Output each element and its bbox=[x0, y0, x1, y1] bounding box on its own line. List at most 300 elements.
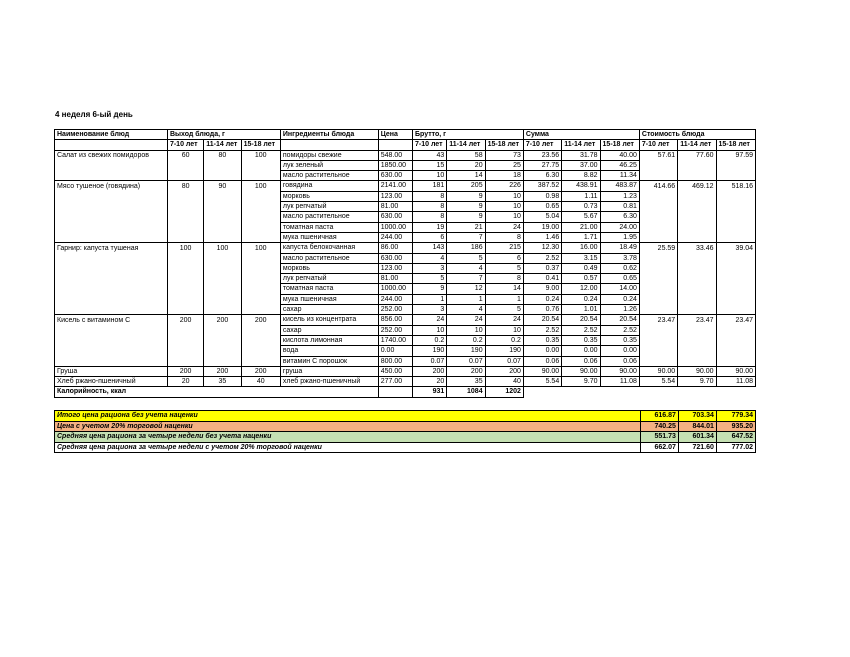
table-row bbox=[55, 294, 756, 304]
brutto-value: 40 bbox=[485, 377, 523, 387]
cost-value: 469.12 bbox=[678, 181, 716, 191]
col-ingredients-header: Ингредиенты блюда bbox=[280, 130, 378, 140]
sum-value: 0.00 bbox=[523, 346, 561, 356]
ingredient-name: груша bbox=[280, 366, 378, 376]
cost-value: 90.00 bbox=[639, 366, 677, 376]
cost-value bbox=[678, 263, 716, 273]
brutto-value: 1 bbox=[447, 294, 485, 304]
brutto-value: 181 bbox=[413, 181, 447, 191]
yield-value bbox=[241, 202, 280, 212]
sum-value: 12.00 bbox=[562, 284, 600, 294]
brutto-value: 6 bbox=[485, 253, 523, 263]
brutto-value: 6 bbox=[413, 232, 447, 242]
ingredient-name: сахар bbox=[280, 305, 378, 315]
brutto-value: 24 bbox=[485, 222, 523, 232]
brutto-value: 10 bbox=[413, 171, 447, 181]
table-row bbox=[55, 212, 756, 222]
summary-value: 777.02 bbox=[716, 442, 755, 453]
cost-value bbox=[639, 325, 677, 335]
table-row bbox=[55, 191, 756, 201]
dish-name: Груша bbox=[55, 366, 168, 376]
yield-value: 90 bbox=[204, 181, 241, 191]
price-value: 0.00 bbox=[378, 346, 412, 356]
cost-value bbox=[639, 253, 677, 263]
sum-value: 0.49 bbox=[562, 263, 600, 273]
cost-value bbox=[716, 263, 755, 273]
sum-value: 0.65 bbox=[523, 202, 561, 212]
price-value: 548.00 bbox=[378, 150, 412, 160]
header-row bbox=[55, 130, 756, 140]
dish-name bbox=[55, 335, 168, 345]
brutto-value: 3 bbox=[413, 305, 447, 315]
ingredient-name: масло растительное bbox=[280, 171, 378, 181]
dish-name bbox=[55, 274, 168, 284]
sum-value: 0.35 bbox=[523, 335, 561, 345]
calories-value: 1084 bbox=[447, 387, 485, 397]
col-sum-header: Сумма bbox=[523, 130, 639, 140]
sum-value: 483.87 bbox=[600, 181, 639, 191]
ingredient-name: морковь bbox=[280, 191, 378, 201]
calories-value: 931 bbox=[413, 387, 447, 397]
brutto-value: 8 bbox=[413, 191, 447, 201]
ingredient-name: кислота лимонная bbox=[280, 335, 378, 345]
summary-row bbox=[55, 411, 756, 422]
ingredient-name: морковь bbox=[280, 263, 378, 273]
yield-value bbox=[167, 284, 203, 294]
age-header: 11-14 лет bbox=[447, 140, 485, 150]
sum-value: 1.71 bbox=[562, 232, 600, 242]
yield-value bbox=[167, 294, 203, 304]
summary-row bbox=[55, 421, 756, 432]
brutto-value: 5 bbox=[447, 253, 485, 263]
yield-value bbox=[204, 325, 241, 335]
yield-value bbox=[167, 356, 203, 366]
price-value: 630.00 bbox=[378, 171, 412, 181]
brutto-value: 20 bbox=[447, 160, 485, 170]
ingredient-name: масло растительное bbox=[280, 212, 378, 222]
ingredient-name: мука пшеничная bbox=[280, 294, 378, 304]
sum-value: 3.78 bbox=[600, 253, 639, 263]
ingredient-name: витамин С порошок bbox=[280, 356, 378, 366]
cost-value: 97.59 bbox=[716, 150, 755, 160]
brutto-value: 5 bbox=[413, 274, 447, 284]
price-value: 1000.00 bbox=[378, 222, 412, 232]
cost-value bbox=[716, 356, 755, 366]
empty-cell bbox=[378, 387, 412, 397]
age-header: 7-10 лет bbox=[523, 140, 561, 150]
cost-value bbox=[639, 160, 677, 170]
brutto-value: 10 bbox=[413, 325, 447, 335]
cost-value bbox=[678, 232, 716, 242]
yield-value bbox=[167, 212, 203, 222]
age-header: 15-18 лет bbox=[716, 140, 755, 150]
yield-value bbox=[204, 346, 241, 356]
table-row bbox=[55, 160, 756, 170]
yield-value: 200 bbox=[204, 366, 241, 376]
sum-value: 0.37 bbox=[523, 263, 561, 273]
yield-value bbox=[241, 222, 280, 232]
yield-value: 200 bbox=[167, 315, 203, 325]
sum-value: 0.65 bbox=[600, 274, 639, 284]
sum-value: 0.00 bbox=[562, 346, 600, 356]
sum-value: 2.52 bbox=[523, 253, 561, 263]
age-header-row bbox=[55, 140, 756, 150]
cost-value: 5.54 bbox=[639, 377, 677, 387]
yield-value: 40 bbox=[241, 377, 280, 387]
empty-cell bbox=[378, 140, 412, 150]
dish-name: Кисель с витамином С bbox=[55, 315, 168, 325]
cost-value bbox=[678, 294, 716, 304]
cost-value bbox=[678, 222, 716, 232]
brutto-value: 4 bbox=[447, 263, 485, 273]
cost-value: 25.59 bbox=[639, 243, 677, 253]
brutto-value: 35 bbox=[447, 377, 485, 387]
yield-value: 200 bbox=[241, 366, 280, 376]
brutto-value: 205 bbox=[447, 181, 485, 191]
yield-value bbox=[204, 191, 241, 201]
table-row bbox=[55, 366, 756, 376]
price-value: 81.00 bbox=[378, 202, 412, 212]
cost-value bbox=[716, 284, 755, 294]
yield-value: 100 bbox=[241, 243, 280, 253]
cost-value bbox=[678, 346, 716, 356]
summary-label: Средняя цена рациона за четыре недели без учета наценки bbox=[55, 432, 641, 443]
cost-value bbox=[639, 222, 677, 232]
dish-name bbox=[55, 232, 168, 242]
table-row bbox=[55, 222, 756, 232]
brutto-value: 200 bbox=[447, 366, 485, 376]
yield-value bbox=[167, 202, 203, 212]
sum-value: 0.76 bbox=[523, 305, 561, 315]
dish-name bbox=[55, 305, 168, 315]
cost-value: 57.61 bbox=[639, 150, 677, 160]
cost-value bbox=[716, 325, 755, 335]
sum-value: 18.49 bbox=[600, 243, 639, 253]
yield-value bbox=[167, 325, 203, 335]
yield-value bbox=[204, 294, 241, 304]
summary-row bbox=[55, 432, 756, 443]
brutto-value: 1 bbox=[485, 294, 523, 304]
sum-value: 20.54 bbox=[600, 315, 639, 325]
cost-value bbox=[678, 202, 716, 212]
yield-value: 20 bbox=[167, 377, 203, 387]
summary-value: 616.87 bbox=[640, 411, 678, 422]
price-value: 630.00 bbox=[378, 212, 412, 222]
sum-value: 6.30 bbox=[523, 171, 561, 181]
sum-value: 438.91 bbox=[562, 181, 600, 191]
price-value: 1850.00 bbox=[378, 160, 412, 170]
dish-name bbox=[55, 346, 168, 356]
brutto-value: 3 bbox=[413, 263, 447, 273]
table-row bbox=[55, 356, 756, 366]
cost-value bbox=[678, 356, 716, 366]
brutto-value: 73 bbox=[485, 150, 523, 160]
summary-value: 662.07 bbox=[640, 442, 678, 453]
cost-value bbox=[716, 232, 755, 242]
brutto-value: 7 bbox=[447, 274, 485, 284]
price-value: 86.00 bbox=[378, 243, 412, 253]
yield-value bbox=[204, 274, 241, 284]
age-header: 7-10 лет bbox=[639, 140, 677, 150]
sum-value: 2.52 bbox=[600, 325, 639, 335]
cost-value bbox=[678, 274, 716, 284]
sum-value: 5.04 bbox=[523, 212, 561, 222]
yield-value bbox=[241, 305, 280, 315]
summary-value: 935.20 bbox=[716, 421, 755, 432]
yield-value bbox=[167, 335, 203, 345]
ingredient-name: помидоры свежие bbox=[280, 150, 378, 160]
brutto-value: 24 bbox=[485, 315, 523, 325]
yield-value bbox=[241, 294, 280, 304]
ingredient-name: кисель из концентрата bbox=[280, 315, 378, 325]
sum-value: 90.00 bbox=[523, 366, 561, 376]
dish-name bbox=[55, 191, 168, 201]
brutto-value: 14 bbox=[447, 171, 485, 181]
age-header: 15-18 лет bbox=[485, 140, 523, 150]
yield-value bbox=[241, 171, 280, 181]
brutto-value: 9 bbox=[447, 212, 485, 222]
dish-name bbox=[55, 202, 168, 212]
table-row bbox=[55, 325, 756, 335]
price-value: 277.00 bbox=[378, 377, 412, 387]
cost-value bbox=[639, 305, 677, 315]
cost-value bbox=[639, 263, 677, 273]
cost-value: 23.47 bbox=[678, 315, 716, 325]
sum-value: 31.78 bbox=[562, 150, 600, 160]
brutto-value: 226 bbox=[485, 181, 523, 191]
sum-value: 27.75 bbox=[523, 160, 561, 170]
summary-table bbox=[54, 410, 756, 453]
cost-value bbox=[639, 335, 677, 345]
summary-value: 601.34 bbox=[678, 432, 716, 443]
sum-value: 11.34 bbox=[600, 171, 639, 181]
age-header: 11-14 лет bbox=[678, 140, 716, 150]
dish-name bbox=[55, 212, 168, 222]
sum-value: 3.15 bbox=[562, 253, 600, 263]
brutto-value: 21 bbox=[447, 222, 485, 232]
sum-value: 6.30 bbox=[600, 212, 639, 222]
ingredient-name: томатная паста bbox=[280, 222, 378, 232]
sum-value: 0.57 bbox=[562, 274, 600, 284]
brutto-value: 190 bbox=[485, 346, 523, 356]
brutto-value: 200 bbox=[413, 366, 447, 376]
yield-value bbox=[204, 171, 241, 181]
yield-value: 200 bbox=[204, 315, 241, 325]
cost-value bbox=[639, 171, 677, 181]
cost-value bbox=[716, 191, 755, 201]
sum-value: 23.56 bbox=[523, 150, 561, 160]
col-cost-header: Стоимость блюда bbox=[639, 130, 755, 140]
sum-value: 9.00 bbox=[523, 284, 561, 294]
ingredient-name: лук зеленый bbox=[280, 160, 378, 170]
sum-value: 21.00 bbox=[562, 222, 600, 232]
yield-value bbox=[204, 160, 241, 170]
brutto-value: 1 bbox=[413, 294, 447, 304]
dish-name: Гарнир: капуста тушеная bbox=[55, 243, 168, 253]
cost-value bbox=[716, 346, 755, 356]
age-header: 15-18 лет bbox=[241, 140, 280, 150]
calories-value: 1202 bbox=[485, 387, 523, 397]
cost-value bbox=[716, 274, 755, 284]
age-header: 11-14 лет bbox=[204, 140, 241, 150]
brutto-value: 14 bbox=[485, 284, 523, 294]
yield-value bbox=[167, 171, 203, 181]
summary-value: 647.52 bbox=[716, 432, 755, 443]
cost-value bbox=[678, 191, 716, 201]
cost-value bbox=[639, 294, 677, 304]
brutto-value: 10 bbox=[485, 191, 523, 201]
brutto-value: 19 bbox=[413, 222, 447, 232]
sum-value: 5.54 bbox=[523, 377, 561, 387]
sum-value: 387.52 bbox=[523, 181, 561, 191]
sum-value: 1.01 bbox=[562, 305, 600, 315]
dish-name bbox=[55, 263, 168, 273]
price-value: 244.00 bbox=[378, 232, 412, 242]
ingredient-name: хлеб ржано-пшеничный bbox=[280, 377, 378, 387]
dish-name: Хлеб ржано-пшеничный bbox=[55, 377, 168, 387]
summary-value: 703.34 bbox=[678, 411, 716, 422]
summary-label: Средняя цена рациона за четыре недели с учетом 20% торговой наценки bbox=[55, 442, 641, 453]
cost-value bbox=[639, 232, 677, 242]
sum-value: 1.23 bbox=[600, 191, 639, 201]
price-value: 1000.00 bbox=[378, 284, 412, 294]
yield-value bbox=[241, 263, 280, 273]
summary-value: 721.60 bbox=[678, 442, 716, 453]
brutto-value: 8 bbox=[413, 202, 447, 212]
menu-table bbox=[54, 129, 756, 398]
cost-value: 11.08 bbox=[716, 377, 755, 387]
table-row bbox=[55, 335, 756, 345]
col-yield-header: Выход блюда, г bbox=[167, 130, 280, 140]
sum-value: 0.06 bbox=[600, 356, 639, 366]
yield-value bbox=[241, 325, 280, 335]
cost-value bbox=[678, 253, 716, 263]
table-row bbox=[55, 150, 756, 160]
ingredient-name: говядина bbox=[280, 181, 378, 191]
summary-label: Итого цена рациона без учета наценки bbox=[55, 411, 641, 422]
summary-value: 779.34 bbox=[716, 411, 755, 422]
price-value: 630.00 bbox=[378, 253, 412, 263]
cost-value bbox=[678, 325, 716, 335]
brutto-value: 0.07 bbox=[447, 356, 485, 366]
ingredient-name: сахар bbox=[280, 325, 378, 335]
age-header: 11-14 лет bbox=[562, 140, 600, 150]
brutto-value: 10 bbox=[447, 325, 485, 335]
table-row bbox=[55, 202, 756, 212]
price-value: 81.00 bbox=[378, 274, 412, 284]
price-value: 856.00 bbox=[378, 315, 412, 325]
ingredient-name: лук репчатый bbox=[280, 202, 378, 212]
brutto-value: 8 bbox=[485, 274, 523, 284]
dish-name: Мясо тушеное (говядина) bbox=[55, 181, 168, 191]
cost-value bbox=[639, 356, 677, 366]
cost-value bbox=[716, 202, 755, 212]
brutto-value: 20 bbox=[413, 377, 447, 387]
cost-value bbox=[678, 171, 716, 181]
brutto-value: 0.2 bbox=[485, 335, 523, 345]
sum-value: 24.00 bbox=[600, 222, 639, 232]
yield-value bbox=[204, 212, 241, 222]
sum-value: 9.70 bbox=[562, 377, 600, 387]
dish-name bbox=[55, 325, 168, 335]
sum-value: 0.35 bbox=[562, 335, 600, 345]
sum-value: 1.26 bbox=[600, 305, 639, 315]
col-dish-header: Наименование блюд bbox=[55, 130, 168, 140]
yield-value bbox=[241, 160, 280, 170]
brutto-value: 190 bbox=[447, 346, 485, 356]
empty-cell bbox=[280, 140, 378, 150]
yield-value bbox=[204, 305, 241, 315]
brutto-value: 190 bbox=[413, 346, 447, 356]
table-row bbox=[55, 243, 756, 253]
cost-value bbox=[716, 212, 755, 222]
brutto-value: 0.07 bbox=[485, 356, 523, 366]
brutto-value: 7 bbox=[447, 232, 485, 242]
cost-value bbox=[639, 274, 677, 284]
brutto-value: 25 bbox=[485, 160, 523, 170]
cost-value: 90.00 bbox=[716, 366, 755, 376]
sum-value: 0.00 bbox=[600, 346, 639, 356]
yield-value bbox=[204, 232, 241, 242]
dish-name bbox=[55, 356, 168, 366]
price-value: 2141.00 bbox=[378, 181, 412, 191]
yield-value bbox=[204, 202, 241, 212]
brutto-value: 58 bbox=[447, 150, 485, 160]
cost-value bbox=[678, 335, 716, 345]
brutto-value: 5 bbox=[485, 263, 523, 273]
yield-value bbox=[204, 284, 241, 294]
yield-value bbox=[241, 346, 280, 356]
sum-value: 20.54 bbox=[523, 315, 561, 325]
sum-value: 14.00 bbox=[600, 284, 639, 294]
ingredient-name: капуста белокочанная bbox=[280, 243, 378, 253]
brutto-value: 4 bbox=[413, 253, 447, 263]
cost-value bbox=[639, 202, 677, 212]
table-row bbox=[55, 377, 756, 387]
yield-value: 100 bbox=[241, 181, 280, 191]
cost-value: 414.66 bbox=[639, 181, 677, 191]
dish-name bbox=[55, 253, 168, 263]
yield-value bbox=[167, 263, 203, 273]
sum-value: 0.98 bbox=[523, 191, 561, 201]
sum-value: 0.35 bbox=[600, 335, 639, 345]
cost-value bbox=[716, 294, 755, 304]
calories-label: Калорийность, ккал bbox=[55, 387, 379, 397]
brutto-value: 8 bbox=[413, 212, 447, 222]
yield-value: 100 bbox=[167, 243, 203, 253]
price-value: 450.00 bbox=[378, 366, 412, 376]
sum-value: 37.00 bbox=[562, 160, 600, 170]
cost-value bbox=[639, 212, 677, 222]
yield-value bbox=[204, 356, 241, 366]
cost-value bbox=[678, 160, 716, 170]
price-value: 252.00 bbox=[378, 305, 412, 315]
cost-value: 33.46 bbox=[678, 243, 716, 253]
cost-value bbox=[678, 305, 716, 315]
brutto-value: 9 bbox=[447, 191, 485, 201]
cost-value bbox=[716, 253, 755, 263]
cost-value bbox=[716, 305, 755, 315]
brutto-value: 9 bbox=[413, 284, 447, 294]
cost-value bbox=[716, 160, 755, 170]
sum-value: 0.73 bbox=[562, 202, 600, 212]
yield-value bbox=[241, 284, 280, 294]
table-row bbox=[55, 346, 756, 356]
yield-value bbox=[167, 232, 203, 242]
dish-name bbox=[55, 294, 168, 304]
brutto-value: 0.2 bbox=[447, 335, 485, 345]
price-value: 252.00 bbox=[378, 325, 412, 335]
